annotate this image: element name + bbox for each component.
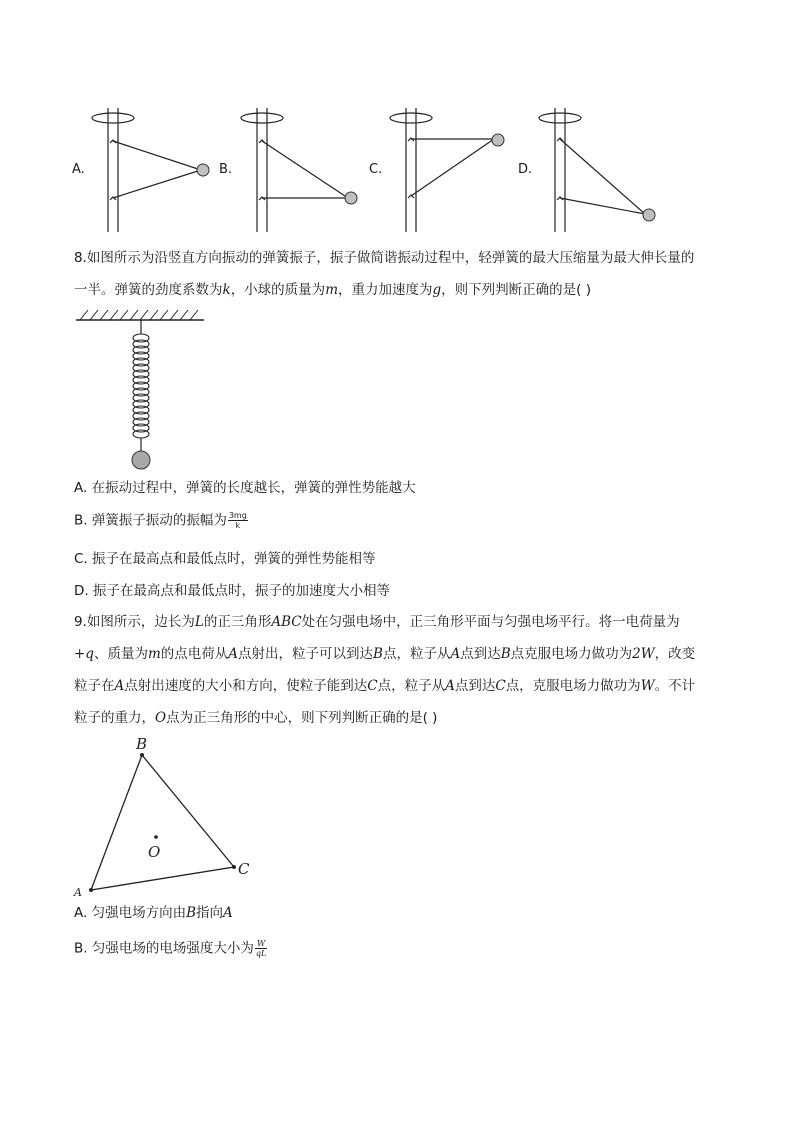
option-d-figure xyxy=(530,100,670,236)
q8-option-d: D. 振子在最高点和最低点时，振子的加速度大小相等 xyxy=(74,583,390,599)
q8-option-c: C. 振子在最高点和最低点时，弹簧的弹性势能相等 xyxy=(74,551,376,567)
q9-option-a: A. 匀强电场方向由B指向A xyxy=(74,905,233,921)
option-d-label: D. xyxy=(518,162,533,177)
q9-option-b: B. 匀强电场的电场强度大小为 $\frac{W}{qL}$ xyxy=(74,939,267,958)
q9-stem-line4: 粒子的重力，O点为正三角形的中心，则下列判断正确的是( ) xyxy=(74,710,438,726)
option-b-label: B. xyxy=(219,162,233,177)
q8-stem-line2: 一半。弹簧的劲度系数为k，小球的质量为m，重力加速度为g，则下列判断正确的是( ) xyxy=(74,282,591,298)
option-b-figure xyxy=(233,100,373,236)
vertex-b-label: B xyxy=(136,735,148,753)
q8-option-b: B. 弹簧振子振动的振幅为 $\frac{3mg}{k}$ xyxy=(74,511,247,530)
vertex-c-label: C xyxy=(238,860,250,878)
option-c-figure xyxy=(381,100,521,236)
option-a-figure xyxy=(85,100,225,236)
q9-stem-line3: 粒子在A点射出速度的大小和方向，使粒子能到达C点，粒子从A点到达C点，克服电场力做功为W。不计 xyxy=(74,678,696,694)
spring-oscillator-figure xyxy=(74,308,209,473)
q8-stem-line1: 8.如图所示为沿竖直方向振动的弹簧振子，振子做简谐振动过程中，轻弹簧的最大压缩量为最大伸长量的 xyxy=(74,250,695,266)
center-o-label: O xyxy=(148,843,161,861)
q8-option-a: A. 在振动过程中，弹簧的长度越长，弹簧的弹性势能越大 xyxy=(74,480,416,496)
q9-stem-line1: 9.如图所示，边长为L的正三角形ABC处在匀强电场中，正三角形平面与匀强电场平行。将一电荷量为 xyxy=(74,614,680,630)
q9-stem-line2: +q、质量为m的点电荷从A点射出，粒子可以到达B点，粒子从A点到达B点克服电场力做功为2W，改变 xyxy=(74,646,696,662)
option-a-label: A. xyxy=(72,162,85,177)
vertex-a-label: A xyxy=(74,886,82,899)
option-c-label: C. xyxy=(369,162,383,177)
triangle-abc-figure xyxy=(70,733,270,901)
